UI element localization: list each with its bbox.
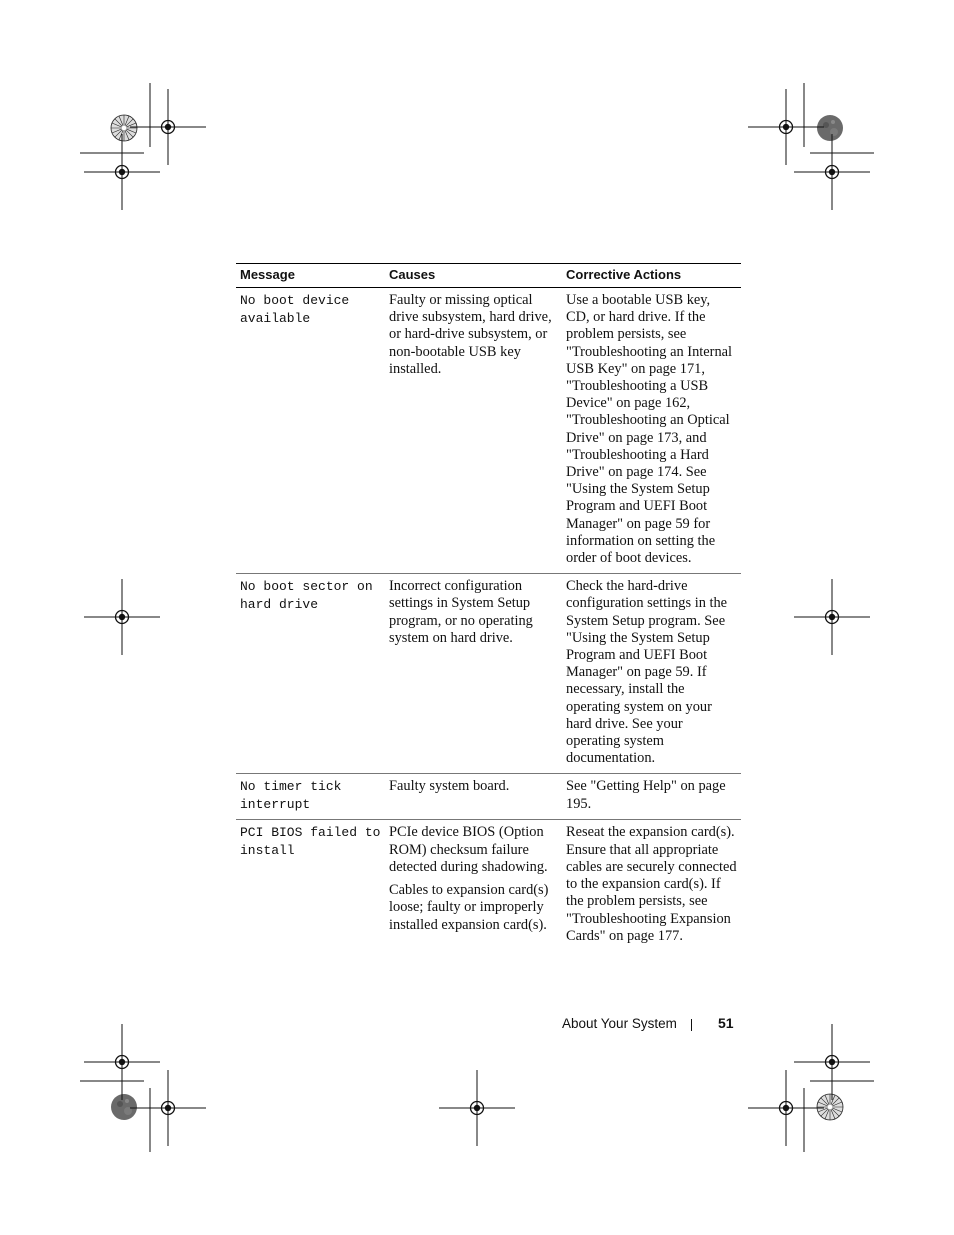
registration-mark-icon — [130, 89, 206, 165]
message-cell: No boot sector on hard drive — [236, 574, 385, 774]
page-footer — [560, 1014, 740, 1036]
halftone-dot-icon — [817, 115, 843, 141]
page-number: 51 — [718, 1015, 734, 1031]
color-wheel-icon — [111, 115, 137, 141]
cause-text: Faulty or missing optical drive subsystem, hard drive, or hard-drive subsystem, or non-bootable USB key installed. — [389, 292, 552, 377]
actions-cell: Check the hard-drive configuration settings in the System Setup program. See "Using the System Setup Program and UEFI Boot Manager" on page 59. If necessary, install the operating system on your hard drive. See your operating system documentation. — [562, 574, 741, 774]
registration-mark-icon — [794, 579, 870, 655]
table-header-row — [236, 264, 741, 288]
table-row — [236, 574, 741, 774]
cause-text: PCIe device BIOS (Option ROM) checksum failure detected during shadowing. — [389, 824, 548, 875]
header-corrective-actions: Corrective Actions — [562, 264, 741, 288]
cause-text: Incorrect configuration settings in System Setup program, or no operating system on hard drive. — [389, 578, 533, 646]
registration-mark-icon — [794, 134, 870, 210]
table-row — [236, 820, 741, 951]
causes-cell — [385, 774, 562, 820]
header-causes: Causes — [385, 264, 562, 288]
actions-cell: Reseat the expansion card(s). Ensure that all appropriate cables are securely connected to the expansion card(s). If the problem persists, see "Troubleshooting Expansion Cards" on page 177. — [566, 824, 737, 944]
registration-mark-icon — [794, 1024, 870, 1100]
causes-cell — [385, 574, 562, 774]
table-row — [236, 774, 741, 820]
halftone-dot-icon — [111, 1094, 137, 1120]
message-cell: No boot device available — [236, 288, 385, 574]
actions-cell: Use a bootable USB key, CD, or hard drive. If the problem persists, see "Troubleshooting an Internal USB Key" on page 171, "Troubleshooting a USB Device" on page 162, "Troubleshooting an Optical Drive" on page 173, and "Troubleshooting a Hard Drive" on page 174. See "Using the System Setup Program and UEFI Boot Manager" on page 59 for information on setting the order of boot devices. — [562, 288, 741, 574]
registration-mark-icon — [84, 134, 160, 210]
causes-cell — [385, 288, 562, 574]
actions-cell: See "Getting Help" on page 195. — [562, 774, 741, 820]
message-cell: No timer tick interrupt — [236, 774, 385, 820]
table-row — [236, 288, 741, 574]
registration-mark-icon — [439, 1070, 515, 1146]
color-wheel-icon — [817, 1094, 843, 1120]
registration-mark-icon — [84, 579, 160, 655]
causes-cell — [385, 820, 562, 951]
header-message: Message — [236, 264, 385, 288]
registration-mark-icon — [748, 89, 824, 165]
message-cell: PCI BIOS failed to install — [240, 825, 381, 858]
error-message-table — [236, 263, 741, 951]
cause-text: Cables to expansion card(s) loose; faulty or improperly installed expansion card(s). — [389, 882, 549, 933]
cause-text: Faulty system board. — [389, 778, 510, 795]
footer-divider — [691, 1019, 692, 1031]
section-title: About Your System — [562, 1016, 677, 1031]
registration-mark-icon — [84, 1024, 160, 1100]
